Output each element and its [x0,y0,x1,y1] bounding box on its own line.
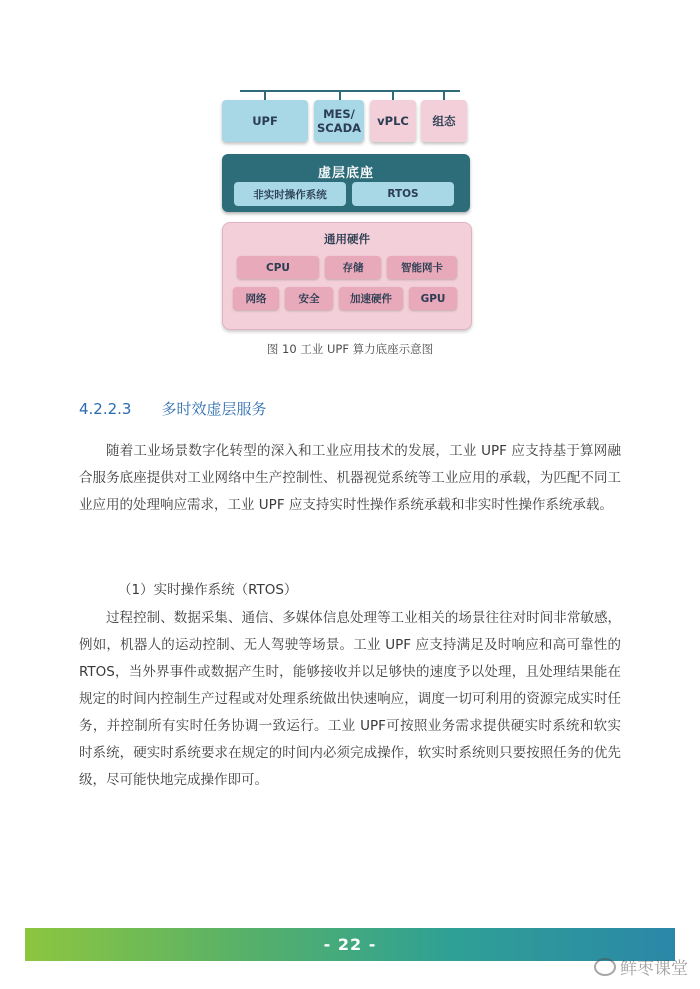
virtual-item-non-rtos: 非实时操作系统 [234,182,346,206]
paragraph-rtos: 过程控制、数据采集、通信、多媒体信息处理等工业相关的场景往往对时间非常敏感，例如，机器人的运动控制、无人驾驶等场景。工业 UPF 应支持满足及时响应和高可靠性的 RTOS，当外界事件或数据产生时，能够接收并以足够快的速度予以处理，且处理结果能在规定的时间内控制生产过程或对处理系统做出快速响应，调度一切可利用的资源完成实时任务，并控制所有实时任务协调一致运行。工业 UPF可按照业务需求提供硬实时系统和软实时系统，硬实时系统要求在规定的时间内必须完成操作，软实时系统则只要按照任务的优先级，尽可能快地完成操作即可。 [79,610,621,788]
hw-item-network: 网络 [233,287,279,310]
hardware-layer-box [222,222,472,330]
hw-item-smartnic: 智能网卡 [387,256,457,279]
box-zutai [421,100,467,142]
virtual-layer-box [222,154,470,212]
section-number: 4.2.2.3 [79,400,132,418]
watermark-text: 鲜枣课堂 [620,959,688,979]
box-mes-scada [314,100,364,142]
upf-compute-base-diagram [218,86,472,332]
hw-item-security: 安全 [285,287,333,310]
figure-caption: 图 10 工业 UPF 算力底座示意图 [266,342,434,356]
box-vplc-label: vPLC [377,114,409,128]
subsection-heading-rtos: （1）实时操作系统（RTOS） [118,582,298,598]
box-vplc [370,100,416,142]
virtual-layer-title: 虚层底座 [317,166,374,181]
virtual-item-rtos: RTOS [352,182,454,206]
box-mes-scada-label: MES/ SCADA [316,107,362,135]
hw-item-cpu: CPU [237,256,319,279]
box-upf-label: UPF [252,114,278,128]
hw-item-accelerator: 加速硬件 [339,287,403,310]
hw-item-storage: 存储 [325,256,381,279]
weibo-icon [594,958,616,976]
box-upf [222,100,308,142]
footer-bar [25,928,675,961]
section-title: 多时效虚层服务 [161,400,267,418]
paragraph-intro: 随着工业场景数字化转型的深入和工业应用技术的发展，工业 UPF 应支持基于算网融合服务底座提供对工业网络中生产控制性、机器视觉系统等工业应用的承载，为匹配不同工业应用的处理响应需求，工业 UPF 应支持实时性操作系统承载和非实时性操作系统承载。 [79,443,621,513]
hardware-layer-title: 通用硬件 [324,232,370,246]
box-zutai-label: 组态 [432,114,456,128]
connector-horizontal [240,90,460,92]
section-heading [79,398,267,419]
watermark [594,954,688,979]
hw-item-gpu: GPU [409,287,457,310]
page-number: - 22 - [323,935,377,954]
